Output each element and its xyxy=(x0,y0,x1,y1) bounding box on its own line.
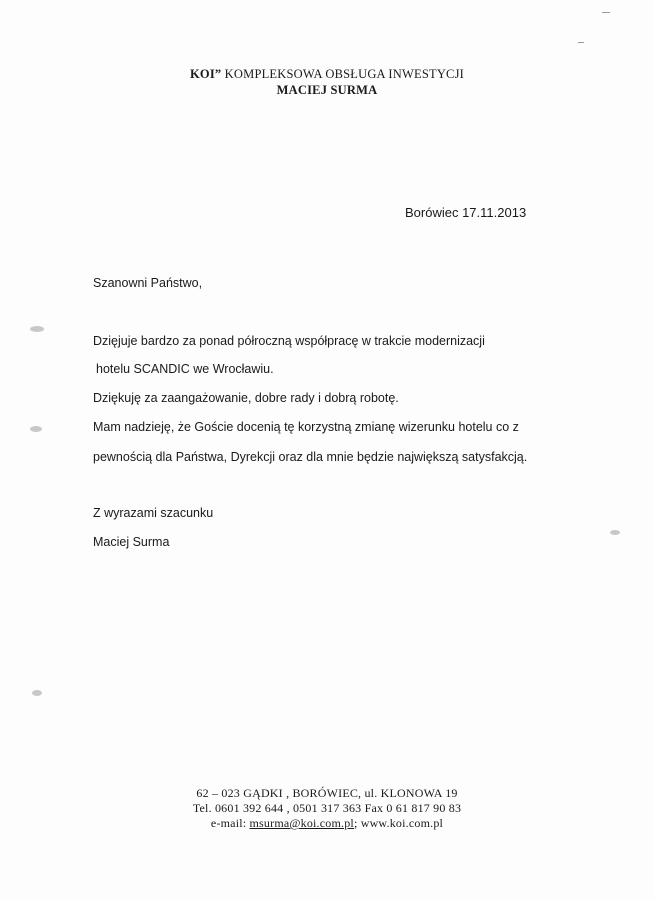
body-line-3: Dziękuję za zaangażowanie, dobre rady i dobrą robotę. xyxy=(93,391,399,405)
body-line-2: hotelu SCANDIC we Wrocławiu. xyxy=(96,362,274,376)
closing: Z wyrazami szacunku xyxy=(93,506,214,520)
scan-speck xyxy=(610,530,620,535)
scan-mark xyxy=(602,12,610,13)
footer-phones: Tel. 0601 392 644 , 0501 317 363 Fax 0 61 817 90 83 xyxy=(192,801,462,815)
footer-website: ; www.koi.com.pl xyxy=(353,816,444,830)
letterhead-owner: MACIEJ SURMA xyxy=(276,83,378,97)
footer-email-link[interactable]: msurma@koi.com.pl xyxy=(249,816,354,830)
letterhead-company xyxy=(0,67,654,82)
footer-email-label: e-mail: xyxy=(210,816,250,830)
scan-speck xyxy=(30,326,44,332)
body-line-4: Mam nadzieję, że Goście docenią tę korzystną zmianę wizerunku hotelu co z xyxy=(93,420,519,434)
scan-speck xyxy=(30,426,42,432)
footer-address: 62 – 023 GĄDKI , BORÓWIEC, ul. KLONOWA 19 xyxy=(196,786,458,800)
body-line-5: pewnością dla Państwa, Dyrekcji oraz dla mnie będzie największą satysfakcją. xyxy=(93,450,528,464)
body-line-1: Dzięjuje bardzo za ponad półroczną współpracę w trakcie modernizacji xyxy=(93,334,485,348)
place-date: Borówiec 17.11.2013 xyxy=(405,205,527,220)
company-full-name: KOMPLEKSOWA OBSŁUGA INWESTYCJI xyxy=(224,67,465,81)
scan-mark xyxy=(578,42,584,43)
company-short-name: KOI” xyxy=(189,67,222,81)
signature-name: Maciej Surma xyxy=(93,535,170,549)
scan-speck xyxy=(32,690,42,696)
footer-contact xyxy=(0,816,654,831)
salutation: Szanowni Państwo, xyxy=(93,276,203,290)
